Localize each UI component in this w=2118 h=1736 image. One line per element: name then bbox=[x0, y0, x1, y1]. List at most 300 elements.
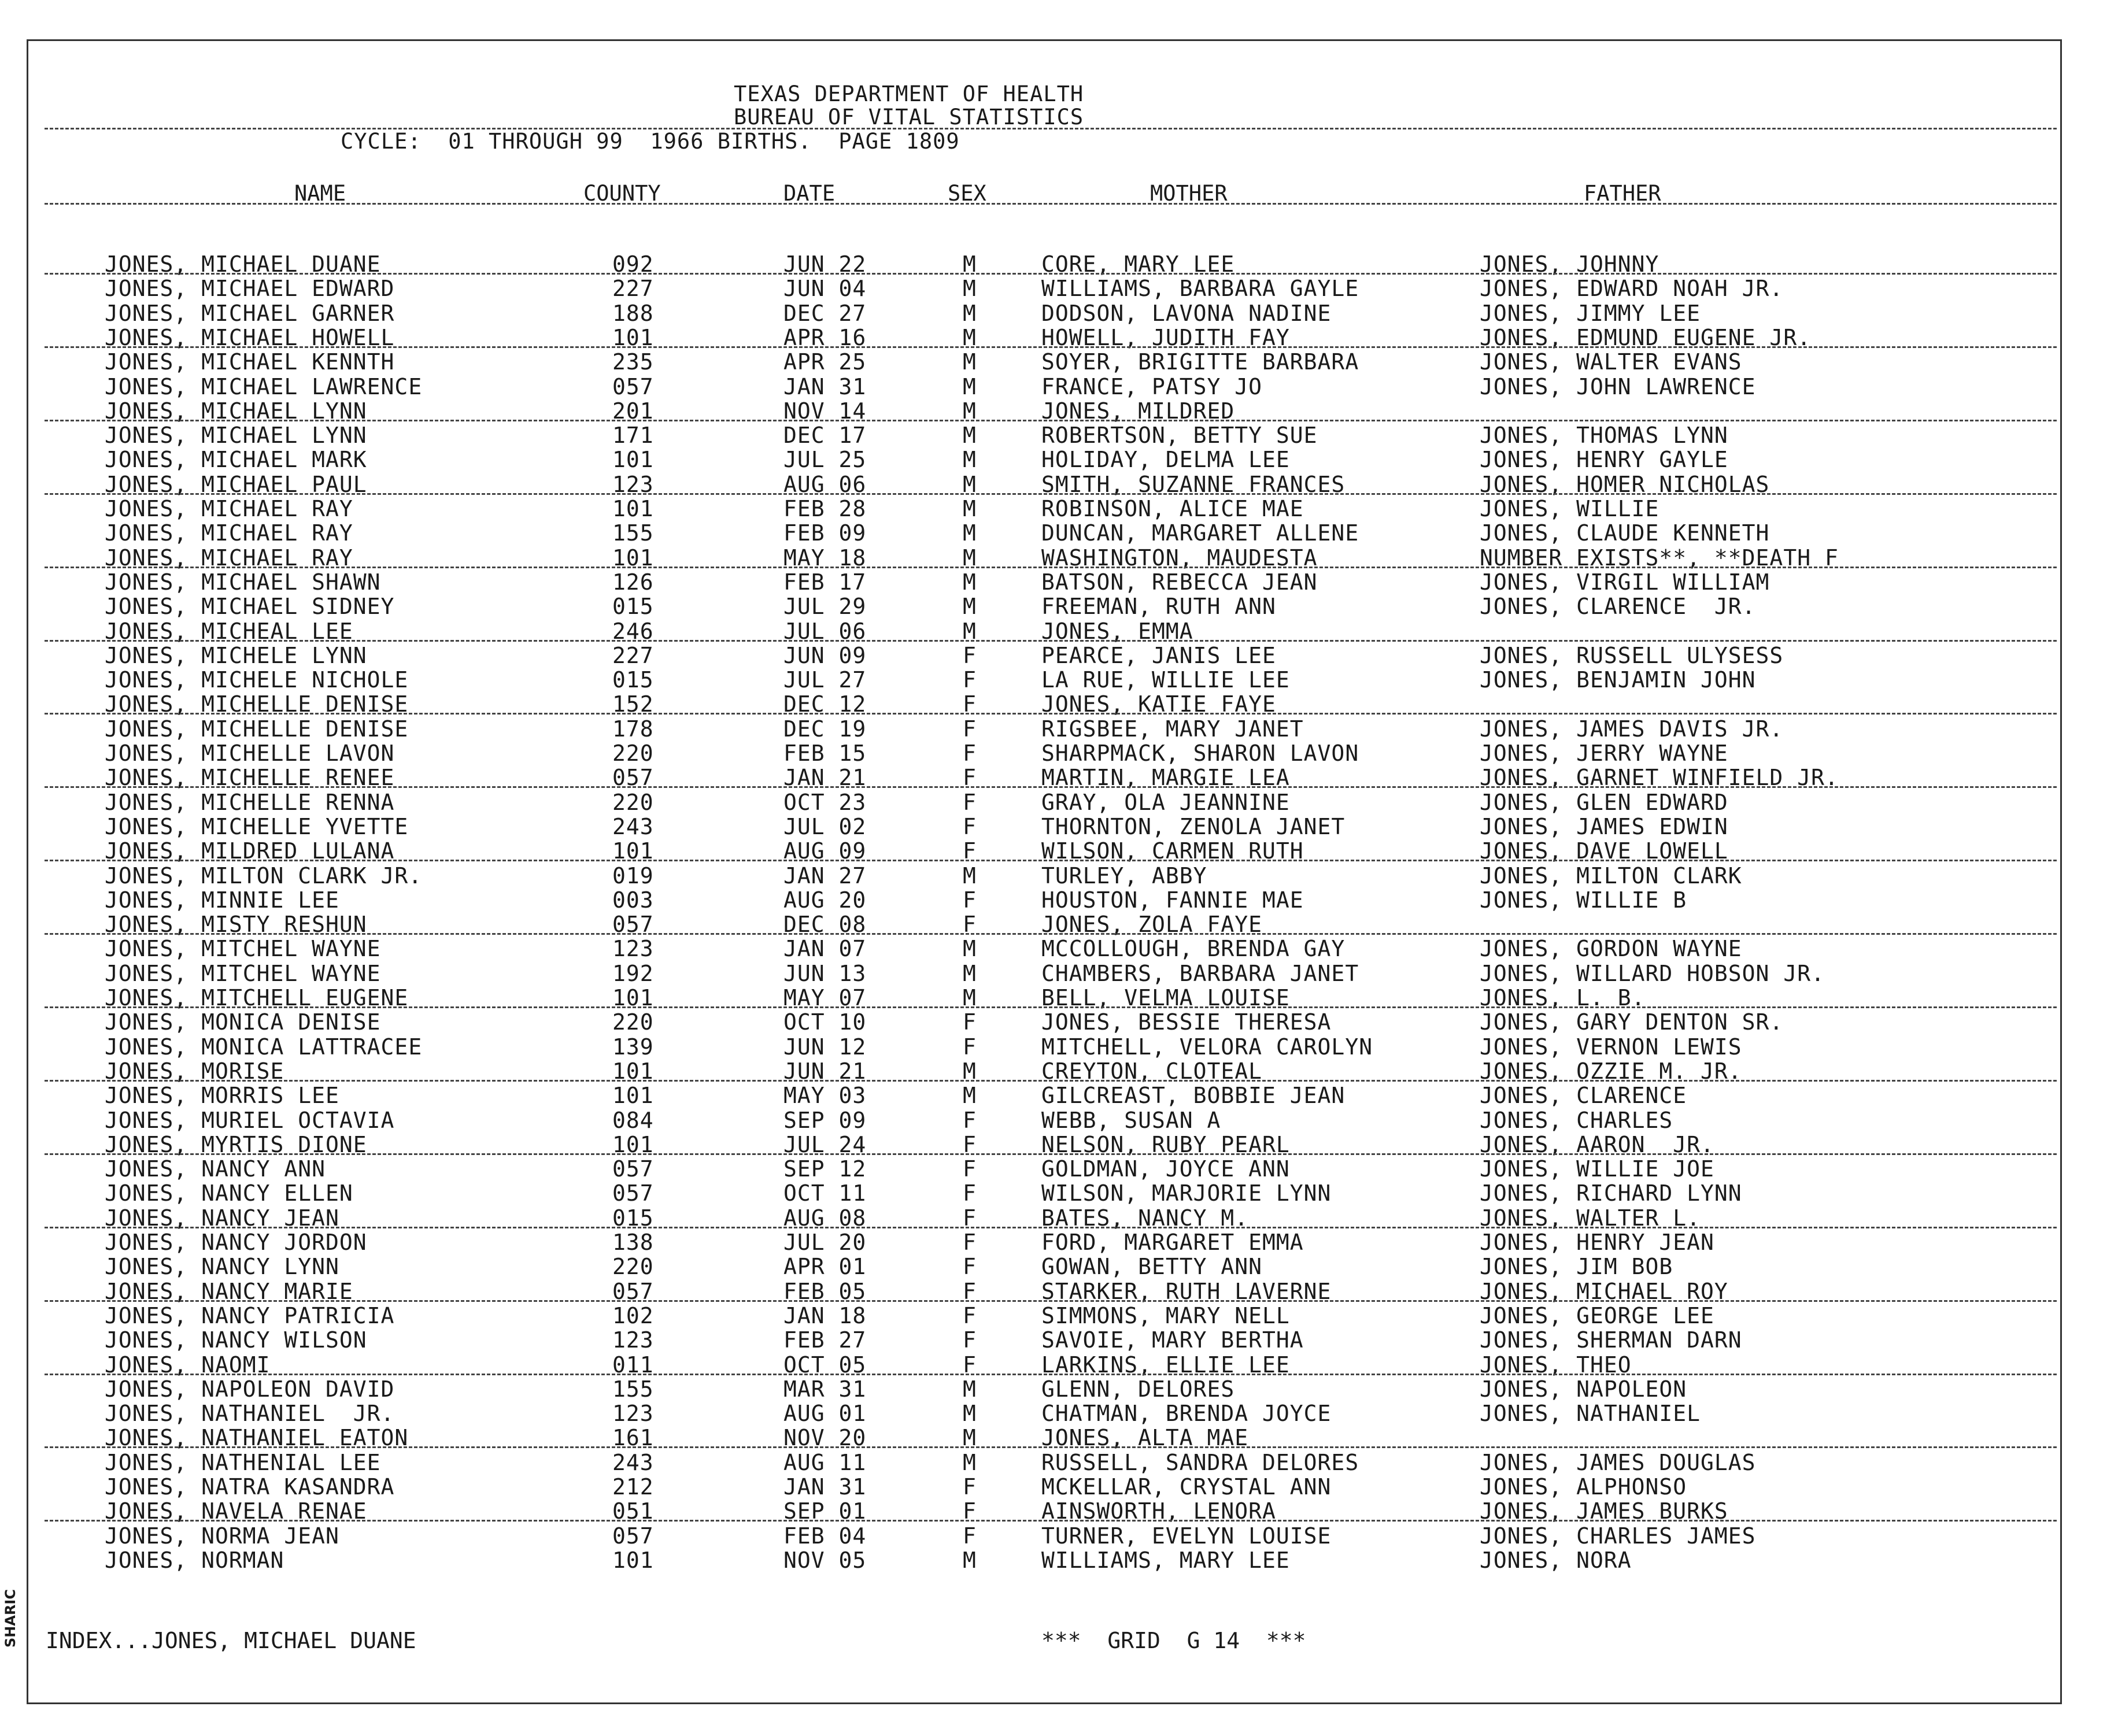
cell-mother: MARTIN, MARGIE LEA bbox=[1041, 765, 1290, 791]
cell-name: JONES, MITCHELL EUGENE bbox=[105, 985, 409, 1010]
cell-mother: JONES, KATIE FAYE bbox=[1041, 691, 1276, 717]
cell-mother: BATES, NANCY M. bbox=[1041, 1205, 1249, 1231]
cell-county: 155 bbox=[612, 520, 654, 546]
cell-date: SEP 09 bbox=[783, 1107, 867, 1133]
cell-father: JONES, JOHN LAWRENCE bbox=[1480, 373, 1756, 399]
cell-name: JONES, MILTON CLARK JR. bbox=[105, 863, 423, 889]
cell-county: 152 bbox=[612, 691, 654, 717]
cell-county: 139 bbox=[612, 1034, 654, 1060]
table-row bbox=[28, 423, 2064, 447]
table-row bbox=[28, 1132, 2064, 1157]
cell-sex: M bbox=[963, 960, 977, 986]
cell-county: 235 bbox=[612, 349, 654, 375]
cell-mother: MCKELLAR, CRYSTAL ANN bbox=[1041, 1474, 1332, 1500]
cell-sex: F bbox=[963, 1230, 977, 1255]
cell-father: JONES, WALTER L. bbox=[1480, 1205, 1701, 1231]
table-row bbox=[28, 570, 2064, 594]
cell-county: 015 bbox=[612, 594, 654, 620]
cell-name: JONES, MICHAEL SIDNEY bbox=[105, 594, 395, 620]
cell-mother: PEARCE, JANIS LEE bbox=[1041, 642, 1276, 668]
cell-mother: ROBERTSON, BETTY SUE bbox=[1041, 423, 1318, 449]
table-row bbox=[28, 717, 2064, 741]
cell-county: 051 bbox=[612, 1498, 654, 1524]
cell-date: JUL 27 bbox=[783, 667, 867, 693]
cell-father: JONES, HENRY JEAN bbox=[1480, 1230, 1714, 1255]
cell-county: 243 bbox=[612, 813, 654, 839]
cell-sex: M bbox=[963, 936, 977, 962]
cell-father: JONES, SHERMAN DARN bbox=[1480, 1327, 1742, 1353]
table-row bbox=[28, 350, 2064, 374]
cell-father: JONES, HOMER NICHOLAS bbox=[1480, 471, 1770, 497]
cell-mother: JONES, MILDRED bbox=[1041, 398, 1235, 424]
cell-name: JONES, MORRIS LEE bbox=[105, 1083, 339, 1109]
table-row bbox=[28, 692, 2064, 716]
cell-county: 220 bbox=[612, 1009, 654, 1035]
cycle-line: CYCLE: 01 THROUGH 99 1966 BIRTHS. PAGE 1809 bbox=[341, 129, 960, 154]
table-row bbox=[28, 765, 2064, 790]
cell-father: JONES, VERNON LEWIS bbox=[1480, 1034, 1742, 1060]
table-row bbox=[28, 472, 2064, 497]
side-label: SHARIC bbox=[2, 1589, 19, 1648]
cell-mother: WILLIAMS, MARY LEE bbox=[1041, 1547, 1290, 1573]
cell-name: JONES, NAOMI bbox=[105, 1352, 271, 1378]
cell-sex: M bbox=[963, 300, 977, 326]
table-row bbox=[28, 937, 2064, 961]
row-rule bbox=[45, 1374, 2057, 1375]
cell-father: JONES, JAMES BURKS bbox=[1480, 1498, 1728, 1524]
cell-father: JONES, MICHAEL ROY bbox=[1480, 1278, 1728, 1304]
table-row bbox=[28, 961, 2064, 986]
table-row bbox=[28, 1499, 2064, 1523]
cell-county: 220 bbox=[612, 1254, 654, 1280]
document-sheet bbox=[27, 39, 2062, 1704]
cell-name: JONES, MICHAEL LAWRENCE bbox=[105, 373, 423, 399]
cell-sex: M bbox=[963, 447, 977, 473]
cell-name: JONES, MICHAEL HOWELL bbox=[105, 324, 395, 350]
cell-date: FEB 04 bbox=[783, 1523, 867, 1549]
cell-father: JONES, CLARENCE bbox=[1480, 1083, 1687, 1109]
cell-date: AUG 20 bbox=[783, 887, 867, 913]
cell-father: NUMBER EXISTS**, **DEATH F bbox=[1480, 545, 1839, 571]
cell-father: JONES, OZZIE M. JR. bbox=[1480, 1058, 1742, 1084]
table-row bbox=[28, 1475, 2064, 1499]
cell-mother: WEBB, SUSAN A bbox=[1041, 1107, 1221, 1133]
cell-father: JONES, EDWARD NOAH JR. bbox=[1480, 276, 1784, 302]
cell-county: 101 bbox=[612, 447, 654, 473]
cell-county: 101 bbox=[612, 1083, 654, 1109]
cell-county: 192 bbox=[612, 960, 654, 986]
cell-date: JUL 02 bbox=[783, 813, 867, 839]
cell-mother: SHARPMACK, SHARON LAVON bbox=[1041, 741, 1359, 766]
cell-mother: SOYER, BRIGITTE BARBARA bbox=[1041, 349, 1359, 375]
cell-county: 227 bbox=[612, 642, 654, 668]
cell-date: NOV 05 bbox=[783, 1547, 867, 1573]
row-rule bbox=[45, 860, 2057, 861]
cell-county: 084 bbox=[612, 1107, 654, 1133]
cell-mother: BELL, VELMA LOUISE bbox=[1041, 985, 1290, 1010]
cell-county: 126 bbox=[612, 569, 654, 595]
cell-mother: TURNER, EVELYN LOUISE bbox=[1041, 1523, 1332, 1549]
cell-date: AUG 09 bbox=[783, 838, 867, 864]
cell-father: JONES, BENJAMIN JOHN bbox=[1480, 667, 1756, 693]
cell-date: JAN 07 bbox=[783, 936, 867, 962]
cell-sex: F bbox=[963, 1131, 977, 1157]
cell-father: JONES, CLARENCE JR. bbox=[1480, 594, 1756, 620]
table-row bbox=[28, 1181, 2064, 1205]
cell-father: JONES, EDMUND EUGENE JR. bbox=[1480, 324, 1812, 350]
cell-name: JONES, NORMA JEAN bbox=[105, 1523, 339, 1549]
cell-name: JONES, NANCY ELLEN bbox=[105, 1180, 353, 1206]
cell-name: JONES, NANCY LYNN bbox=[105, 1254, 339, 1280]
cell-name: JONES, MICHEAL LEE bbox=[105, 618, 353, 644]
cell-mother: FORD, MARGARET EMMA bbox=[1041, 1230, 1304, 1255]
cell-sex: F bbox=[963, 667, 977, 693]
cell-sex: F bbox=[963, 887, 977, 913]
cell-sex: F bbox=[963, 912, 977, 938]
cell-sex: M bbox=[963, 1425, 977, 1451]
cell-name: JONES, NORMAN bbox=[105, 1547, 284, 1573]
cell-father: JONES, WILLIE B bbox=[1480, 887, 1687, 913]
cell-county: 188 bbox=[612, 300, 654, 326]
cell-sex: M bbox=[963, 398, 977, 424]
cell-date: FEB 17 bbox=[783, 569, 867, 595]
row-rule bbox=[45, 786, 2057, 788]
table-row bbox=[28, 546, 2064, 570]
table-row bbox=[28, 1426, 2064, 1450]
cell-date: JUN 12 bbox=[783, 1034, 867, 1060]
cell-county: 101 bbox=[612, 1058, 654, 1084]
cell-county: 171 bbox=[612, 423, 654, 449]
footer-index: INDEX...JONES, MICHAEL DUANE bbox=[46, 1628, 416, 1653]
cell-name: JONES, NATRA KASANDRA bbox=[105, 1474, 395, 1500]
cell-county: 092 bbox=[612, 251, 654, 277]
cell-mother: GILCREAST, BOBBIE JEAN bbox=[1041, 1083, 1346, 1109]
table-row bbox=[28, 252, 2064, 276]
cell-name: JONES, MICHELLE DENISE bbox=[105, 691, 409, 717]
table-row bbox=[28, 325, 2064, 350]
cell-name: JONES, MICHELLE YVETTE bbox=[105, 813, 409, 839]
table-row bbox=[28, 1108, 2064, 1132]
table-row bbox=[28, 497, 2064, 521]
cell-father: JONES, JAMES EDWIN bbox=[1480, 813, 1728, 839]
row-rule bbox=[45, 640, 2057, 642]
cell-sex: F bbox=[963, 716, 977, 742]
cell-county: 003 bbox=[612, 887, 654, 913]
cell-sex: F bbox=[963, 1302, 977, 1328]
cell-sex: M bbox=[963, 373, 977, 399]
cell-date: FEB 27 bbox=[783, 1327, 867, 1353]
cell-sex: F bbox=[963, 642, 977, 668]
cell-sex: M bbox=[963, 324, 977, 350]
table-row bbox=[28, 1254, 2064, 1279]
cell-mother: AINSWORTH, LENORA bbox=[1041, 1498, 1276, 1524]
cell-father: JONES, GARNET WINFIELD JR. bbox=[1480, 765, 1839, 791]
cell-father: JONES, AARON JR. bbox=[1480, 1131, 1714, 1157]
cell-name: JONES, MICHAEL EDWARD bbox=[105, 276, 395, 302]
cell-county: 019 bbox=[612, 863, 654, 889]
row-rule bbox=[45, 273, 2057, 275]
cell-name: JONES, NATHANIEL JR. bbox=[105, 1401, 395, 1427]
cell-mother: LARKINS, ELLIE LEE bbox=[1041, 1352, 1290, 1378]
cell-sex: M bbox=[963, 594, 977, 620]
cell-father: JONES, ALPHONSO bbox=[1480, 1474, 1687, 1500]
cell-county: 123 bbox=[612, 936, 654, 962]
cell-county: 220 bbox=[612, 741, 654, 766]
cell-mother: CHATMAN, BRENDA JOYCE bbox=[1041, 1401, 1332, 1427]
table-row bbox=[28, 888, 2064, 912]
cell-mother: TURLEY, ABBY bbox=[1041, 863, 1207, 889]
cell-county: 155 bbox=[612, 1376, 654, 1402]
cell-father: JONES, NORA bbox=[1480, 1547, 1632, 1573]
cell-sex: F bbox=[963, 741, 977, 766]
cell-mother: JONES, ALTA MAE bbox=[1041, 1425, 1249, 1451]
cell-county: 057 bbox=[612, 1180, 654, 1206]
table-row bbox=[28, 521, 2064, 545]
cell-date: MAR 31 bbox=[783, 1376, 867, 1402]
cell-name: JONES, MONICA DENISE bbox=[105, 1009, 381, 1035]
cell-date: OCT 11 bbox=[783, 1180, 867, 1206]
cell-date: MAY 18 bbox=[783, 545, 867, 571]
cell-name: JONES, MICHAEL SHAWN bbox=[105, 569, 381, 595]
cell-county: 101 bbox=[612, 324, 654, 350]
table-row bbox=[28, 986, 2064, 1010]
cell-county: 101 bbox=[612, 496, 654, 521]
row-rule bbox=[45, 1080, 2057, 1082]
cell-mother: RIGSBEE, MARY JANET bbox=[1041, 716, 1304, 742]
cell-father: JONES, L. B. bbox=[1480, 985, 1646, 1010]
cell-date: DEC 27 bbox=[783, 300, 867, 326]
cell-county: 057 bbox=[612, 1278, 654, 1304]
cell-mother: THORNTON, ZENOLA JANET bbox=[1041, 813, 1346, 839]
cell-sex: F bbox=[963, 1107, 977, 1133]
table-row bbox=[28, 1083, 2064, 1108]
cell-sex: M bbox=[963, 1083, 977, 1109]
cell-father: JONES, WILLIE bbox=[1480, 496, 1659, 521]
cell-sex: M bbox=[963, 1376, 977, 1402]
table-row bbox=[28, 1548, 2064, 1572]
cell-sex: M bbox=[963, 618, 977, 644]
cell-date: MAY 07 bbox=[783, 985, 867, 1010]
cell-mother: RUSSELL, SANDRA DELORES bbox=[1041, 1449, 1359, 1475]
cell-name: JONES, NANCY JEAN bbox=[105, 1205, 339, 1231]
cell-name: JONES, NANCY WILSON bbox=[105, 1327, 367, 1353]
cell-sex: M bbox=[963, 569, 977, 595]
cell-sex: F bbox=[963, 691, 977, 717]
cell-county: 201 bbox=[612, 398, 654, 424]
cell-name: JONES, NANCY JORDON bbox=[105, 1230, 367, 1255]
cell-mother: NELSON, RUBY PEARL bbox=[1041, 1131, 1290, 1157]
cell-father: JONES, RICHARD LYNN bbox=[1480, 1180, 1742, 1206]
cell-father: JONES, RUSSELL ULYSESS bbox=[1480, 642, 1784, 668]
cell-date: JUL 06 bbox=[783, 618, 867, 644]
cell-name: JONES, NATHANIEL EATON bbox=[105, 1425, 409, 1451]
cell-father: JONES, THEO bbox=[1480, 1352, 1632, 1378]
cell-county: 015 bbox=[612, 1205, 654, 1231]
cell-county: 161 bbox=[612, 1425, 654, 1451]
cell-sex: M bbox=[963, 276, 977, 302]
cell-county: 101 bbox=[612, 1547, 654, 1573]
cell-sex: M bbox=[963, 1547, 977, 1573]
cell-county: 102 bbox=[612, 1302, 654, 1328]
cell-mother: HOLIDAY, DELMA LEE bbox=[1041, 447, 1290, 473]
table-row bbox=[28, 1328, 2064, 1352]
cell-county: 123 bbox=[612, 471, 654, 497]
cell-mother: WILSON, MARJORIE LYNN bbox=[1041, 1180, 1332, 1206]
table-row bbox=[28, 1059, 2064, 1083]
cell-date: JUN 13 bbox=[783, 960, 867, 986]
cell-father: JONES, NAPOLEON bbox=[1480, 1376, 1687, 1402]
cell-mother: BATSON, REBECCA JEAN bbox=[1041, 569, 1318, 595]
cell-mother: SIMMONS, MARY NELL bbox=[1041, 1302, 1290, 1328]
cell-father: JONES, WILLIE JOE bbox=[1480, 1156, 1714, 1182]
cell-mother: MITCHELL, VELORA CAROLYN bbox=[1041, 1034, 1373, 1060]
cell-sex: M bbox=[963, 985, 977, 1010]
cell-mother: JONES, ZOLA FAYE bbox=[1041, 912, 1263, 938]
cell-date: JAN 27 bbox=[783, 863, 867, 889]
cell-date: JUL 29 bbox=[783, 594, 867, 620]
cell-sex: M bbox=[963, 1058, 977, 1084]
cell-mother: CHAMBERS, BARBARA JANET bbox=[1041, 960, 1359, 986]
table-row bbox=[28, 375, 2064, 399]
cell-mother: GOLDMAN, JOYCE ANN bbox=[1041, 1156, 1290, 1182]
cell-county: 101 bbox=[612, 985, 654, 1010]
cell-county: 101 bbox=[612, 1131, 654, 1157]
cell-name: JONES, MITCHEL WAYNE bbox=[105, 960, 381, 986]
table-row bbox=[28, 815, 2064, 839]
cell-sex: F bbox=[963, 838, 977, 864]
table-row bbox=[28, 790, 2064, 815]
cell-sex: F bbox=[963, 789, 977, 815]
cell-date: OCT 05 bbox=[783, 1352, 867, 1378]
cell-name: JONES, NANCY MARIE bbox=[105, 1278, 353, 1304]
cell-name: JONES, NAPOLEON DAVID bbox=[105, 1376, 395, 1402]
cell-father: JONES, JOHNNY bbox=[1480, 251, 1659, 277]
cell-name: JONES, NATHENIAL LEE bbox=[105, 1449, 381, 1475]
cell-name: JONES, MICHAEL RAY bbox=[105, 496, 353, 521]
cell-date: AUG 08 bbox=[783, 1205, 867, 1231]
row-rule bbox=[45, 567, 2057, 568]
col-header-sex: SEX bbox=[948, 181, 986, 206]
cell-name: JONES, MICHAEL RAY bbox=[105, 520, 353, 546]
cell-father: JONES, JIMMY LEE bbox=[1480, 300, 1701, 326]
cell-name: JONES, MITCHEL WAYNE bbox=[105, 936, 381, 962]
cell-father: JONES, GORDON WAYNE bbox=[1480, 936, 1742, 962]
cell-county: 057 bbox=[612, 765, 654, 791]
cell-county: 227 bbox=[612, 276, 654, 302]
cell-county: 243 bbox=[612, 1449, 654, 1475]
cell-county: 057 bbox=[612, 912, 654, 938]
cell-name: JONES, MICHELE NICHOLE bbox=[105, 667, 409, 693]
cell-name: JONES, MICHELLE RENEE bbox=[105, 765, 395, 791]
table-row bbox=[28, 912, 2064, 937]
footer-grid: *** GRID G 14 *** bbox=[1041, 1628, 1306, 1653]
cell-date: AUG 01 bbox=[783, 1401, 867, 1427]
cell-date: SEP 01 bbox=[783, 1498, 867, 1524]
cell-sex: M bbox=[963, 423, 977, 449]
table-row bbox=[28, 447, 2064, 472]
cell-sex: F bbox=[963, 1156, 977, 1182]
cell-mother: WILLIAMS, BARBARA GAYLE bbox=[1041, 276, 1359, 302]
cell-mother: STARKER, RUTH LAVERNE bbox=[1041, 1278, 1332, 1304]
row-rule bbox=[45, 493, 2057, 495]
table-row bbox=[28, 668, 2064, 692]
table-row bbox=[28, 1450, 2064, 1475]
cell-name: JONES, MILDRED LULANA bbox=[105, 838, 395, 864]
cell-sex: F bbox=[963, 1498, 977, 1524]
cell-sex: M bbox=[963, 251, 977, 277]
table-row bbox=[28, 1157, 2064, 1181]
cell-mother: SAVOIE, MARY BERTHA bbox=[1041, 1327, 1304, 1353]
cell-date: JAN 31 bbox=[783, 373, 867, 399]
cell-name: JONES, MICHAEL RAY bbox=[105, 545, 353, 571]
cell-name: JONES, NAVELA RENAE bbox=[105, 1498, 367, 1524]
cell-sex: F bbox=[963, 1180, 977, 1206]
cell-name: JONES, MISTY RESHUN bbox=[105, 912, 367, 938]
cell-father: JONES, GEORGE LEE bbox=[1480, 1302, 1714, 1328]
table-row bbox=[28, 643, 2064, 668]
cell-date: JUL 24 bbox=[783, 1131, 867, 1157]
table-row bbox=[28, 1377, 2064, 1401]
cell-date: DEC 17 bbox=[783, 423, 867, 449]
cell-date: FEB 09 bbox=[783, 520, 867, 546]
cell-name: JONES, MICHELE LYNN bbox=[105, 642, 367, 668]
cell-sex: M bbox=[963, 1449, 977, 1475]
cell-name: JONES, MORISE bbox=[105, 1058, 284, 1084]
cell-father: JONES, JAMES DAVIS JR. bbox=[1480, 716, 1784, 742]
cell-county: 101 bbox=[612, 545, 654, 571]
cell-name: JONES, MICHAEL GARNER bbox=[105, 300, 395, 326]
cell-mother: MCCOLLOUGH, BRENDA GAY bbox=[1041, 936, 1346, 962]
cell-name: JONES, MICHAEL LYNN bbox=[105, 398, 367, 424]
cell-mother: CORE, MARY LEE bbox=[1041, 251, 1235, 277]
cell-sex: F bbox=[963, 1009, 977, 1035]
table-row bbox=[28, 1304, 2064, 1328]
cell-name: JONES, MURIEL OCTAVIA bbox=[105, 1107, 395, 1133]
table-row bbox=[28, 276, 2064, 301]
table-row bbox=[28, 619, 2064, 643]
cell-date: FEB 15 bbox=[783, 741, 867, 766]
cell-county: 178 bbox=[612, 716, 654, 742]
cell-county: 138 bbox=[612, 1230, 654, 1255]
cell-sex: F bbox=[963, 1254, 977, 1280]
cell-sex: M bbox=[963, 471, 977, 497]
cell-date: NOV 20 bbox=[783, 1425, 867, 1451]
cell-father: JONES, WALTER EVANS bbox=[1480, 349, 1742, 375]
row-rule bbox=[45, 1006, 2057, 1008]
cell-date: JUN 21 bbox=[783, 1058, 867, 1084]
cell-father: JONES, GARY DENTON SR. bbox=[1480, 1009, 1784, 1035]
cell-sex: M bbox=[963, 545, 977, 571]
cell-sex: F bbox=[963, 1352, 977, 1378]
row-rule bbox=[45, 420, 2057, 421]
table-row bbox=[28, 1035, 2064, 1059]
cell-date: AUG 06 bbox=[783, 471, 867, 497]
org-title: TEXAS DEPARTMENT OF HEALTH bbox=[734, 82, 1084, 106]
cell-father: JONES, DAVE LOWELL bbox=[1480, 838, 1728, 864]
row-rule bbox=[45, 933, 2057, 935]
cell-name: JONES, NANCY ANN bbox=[105, 1156, 326, 1182]
cell-county: 212 bbox=[612, 1474, 654, 1500]
cell-date: DEC 12 bbox=[783, 691, 867, 717]
cell-date: JUN 22 bbox=[783, 251, 867, 277]
cell-county: 246 bbox=[612, 618, 654, 644]
cell-sex: F bbox=[963, 765, 977, 791]
cell-sex: F bbox=[963, 1474, 977, 1500]
cell-date: JAN 21 bbox=[783, 765, 867, 791]
cell-name: JONES, MICHELLE RENNA bbox=[105, 789, 395, 815]
cell-date: APR 01 bbox=[783, 1254, 867, 1280]
cell-date: JUL 25 bbox=[783, 447, 867, 473]
